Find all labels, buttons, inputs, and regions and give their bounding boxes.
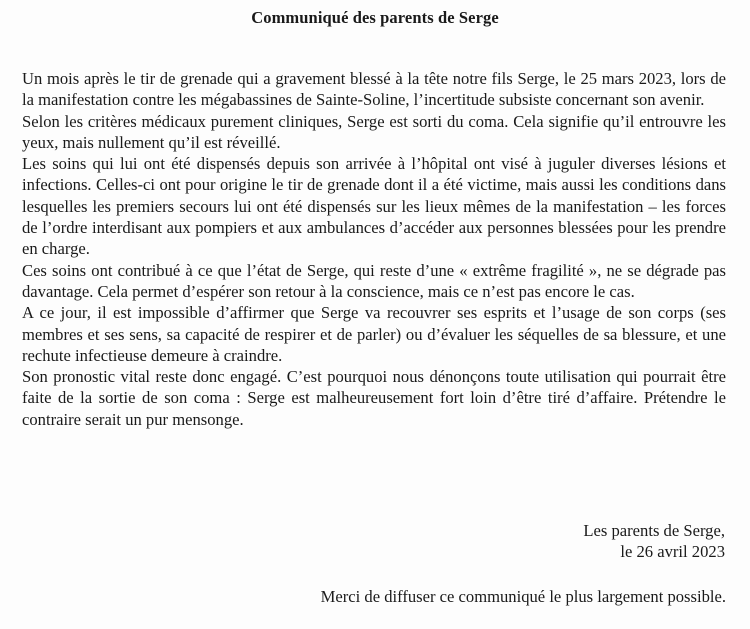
paragraph: Selon les critères médicaux purement cliniques, Serge est sorti du coma. Cela signifie qu’il entrouvre les yeux, mais nullement qu’il est réveillé. xyxy=(22,111,726,152)
signature-date: le 26 avril 2023 xyxy=(620,542,725,562)
closing-note: Merci de diffuser ce communiqué le plus largement possible. xyxy=(320,587,726,606)
paragraph: Son pronostic vital reste donc engagé. C’est pourquoi nous dénonçons toute utilisation qui pourrait être faite de la sortie de son coma : Serge est malheureusement fort loin d’être tiré d’affaire. Prétendre le contraire serait un pur mensonge. xyxy=(22,367,726,429)
signature-name: Les parents de Serge, xyxy=(583,521,725,540)
paragraph: Ces soins ont contribué à ce que l’état de Serge, qui reste d’une « extrême fragilité », ne se dégrade pas davantage. Cela permet d’espérer son retour à la conscience, mais ce n’est pas encore le cas. xyxy=(22,260,726,301)
signature-block xyxy=(583,520,725,563)
paragraph: Un mois après le tir de grenade qui a gravement blessé à la tête notre fils Serge, le 25 mars 2023, lors de la manifestation contre les mégabassines de Sainte-Soline, l’incertitude subsiste concernant son avenir. xyxy=(22,69,726,110)
document-title: Communiqué des parents de Serge xyxy=(251,8,499,27)
document-body xyxy=(22,68,726,430)
paragraph: Les soins qui lui ont été dispensés depuis son arrivée à l’hôpital ont visé à juguler diverses lésions et infections. Celles-ci ont pour origine le tir de grenade dont il a été victime, mais aussi les conditions dans lesquelles les premiers secours lui ont été dispensés sur les lieux mêmes de la manifestation – les forces de l’ordre interdisant aux pompiers et aux ambulances d’accéder aux personnes blessées pour les prendre en charge. xyxy=(22,154,726,259)
paragraph: A ce jour, il est impossible d’affirmer que Serge va recouvrer ses esprits et l’usage de son corps (ses membres et ses sens, sa capacité de respirer et de parler) ou d’évaluer les séquelles de sa blessure, et une rechute infectieuse demeure à craindre. xyxy=(22,303,726,365)
